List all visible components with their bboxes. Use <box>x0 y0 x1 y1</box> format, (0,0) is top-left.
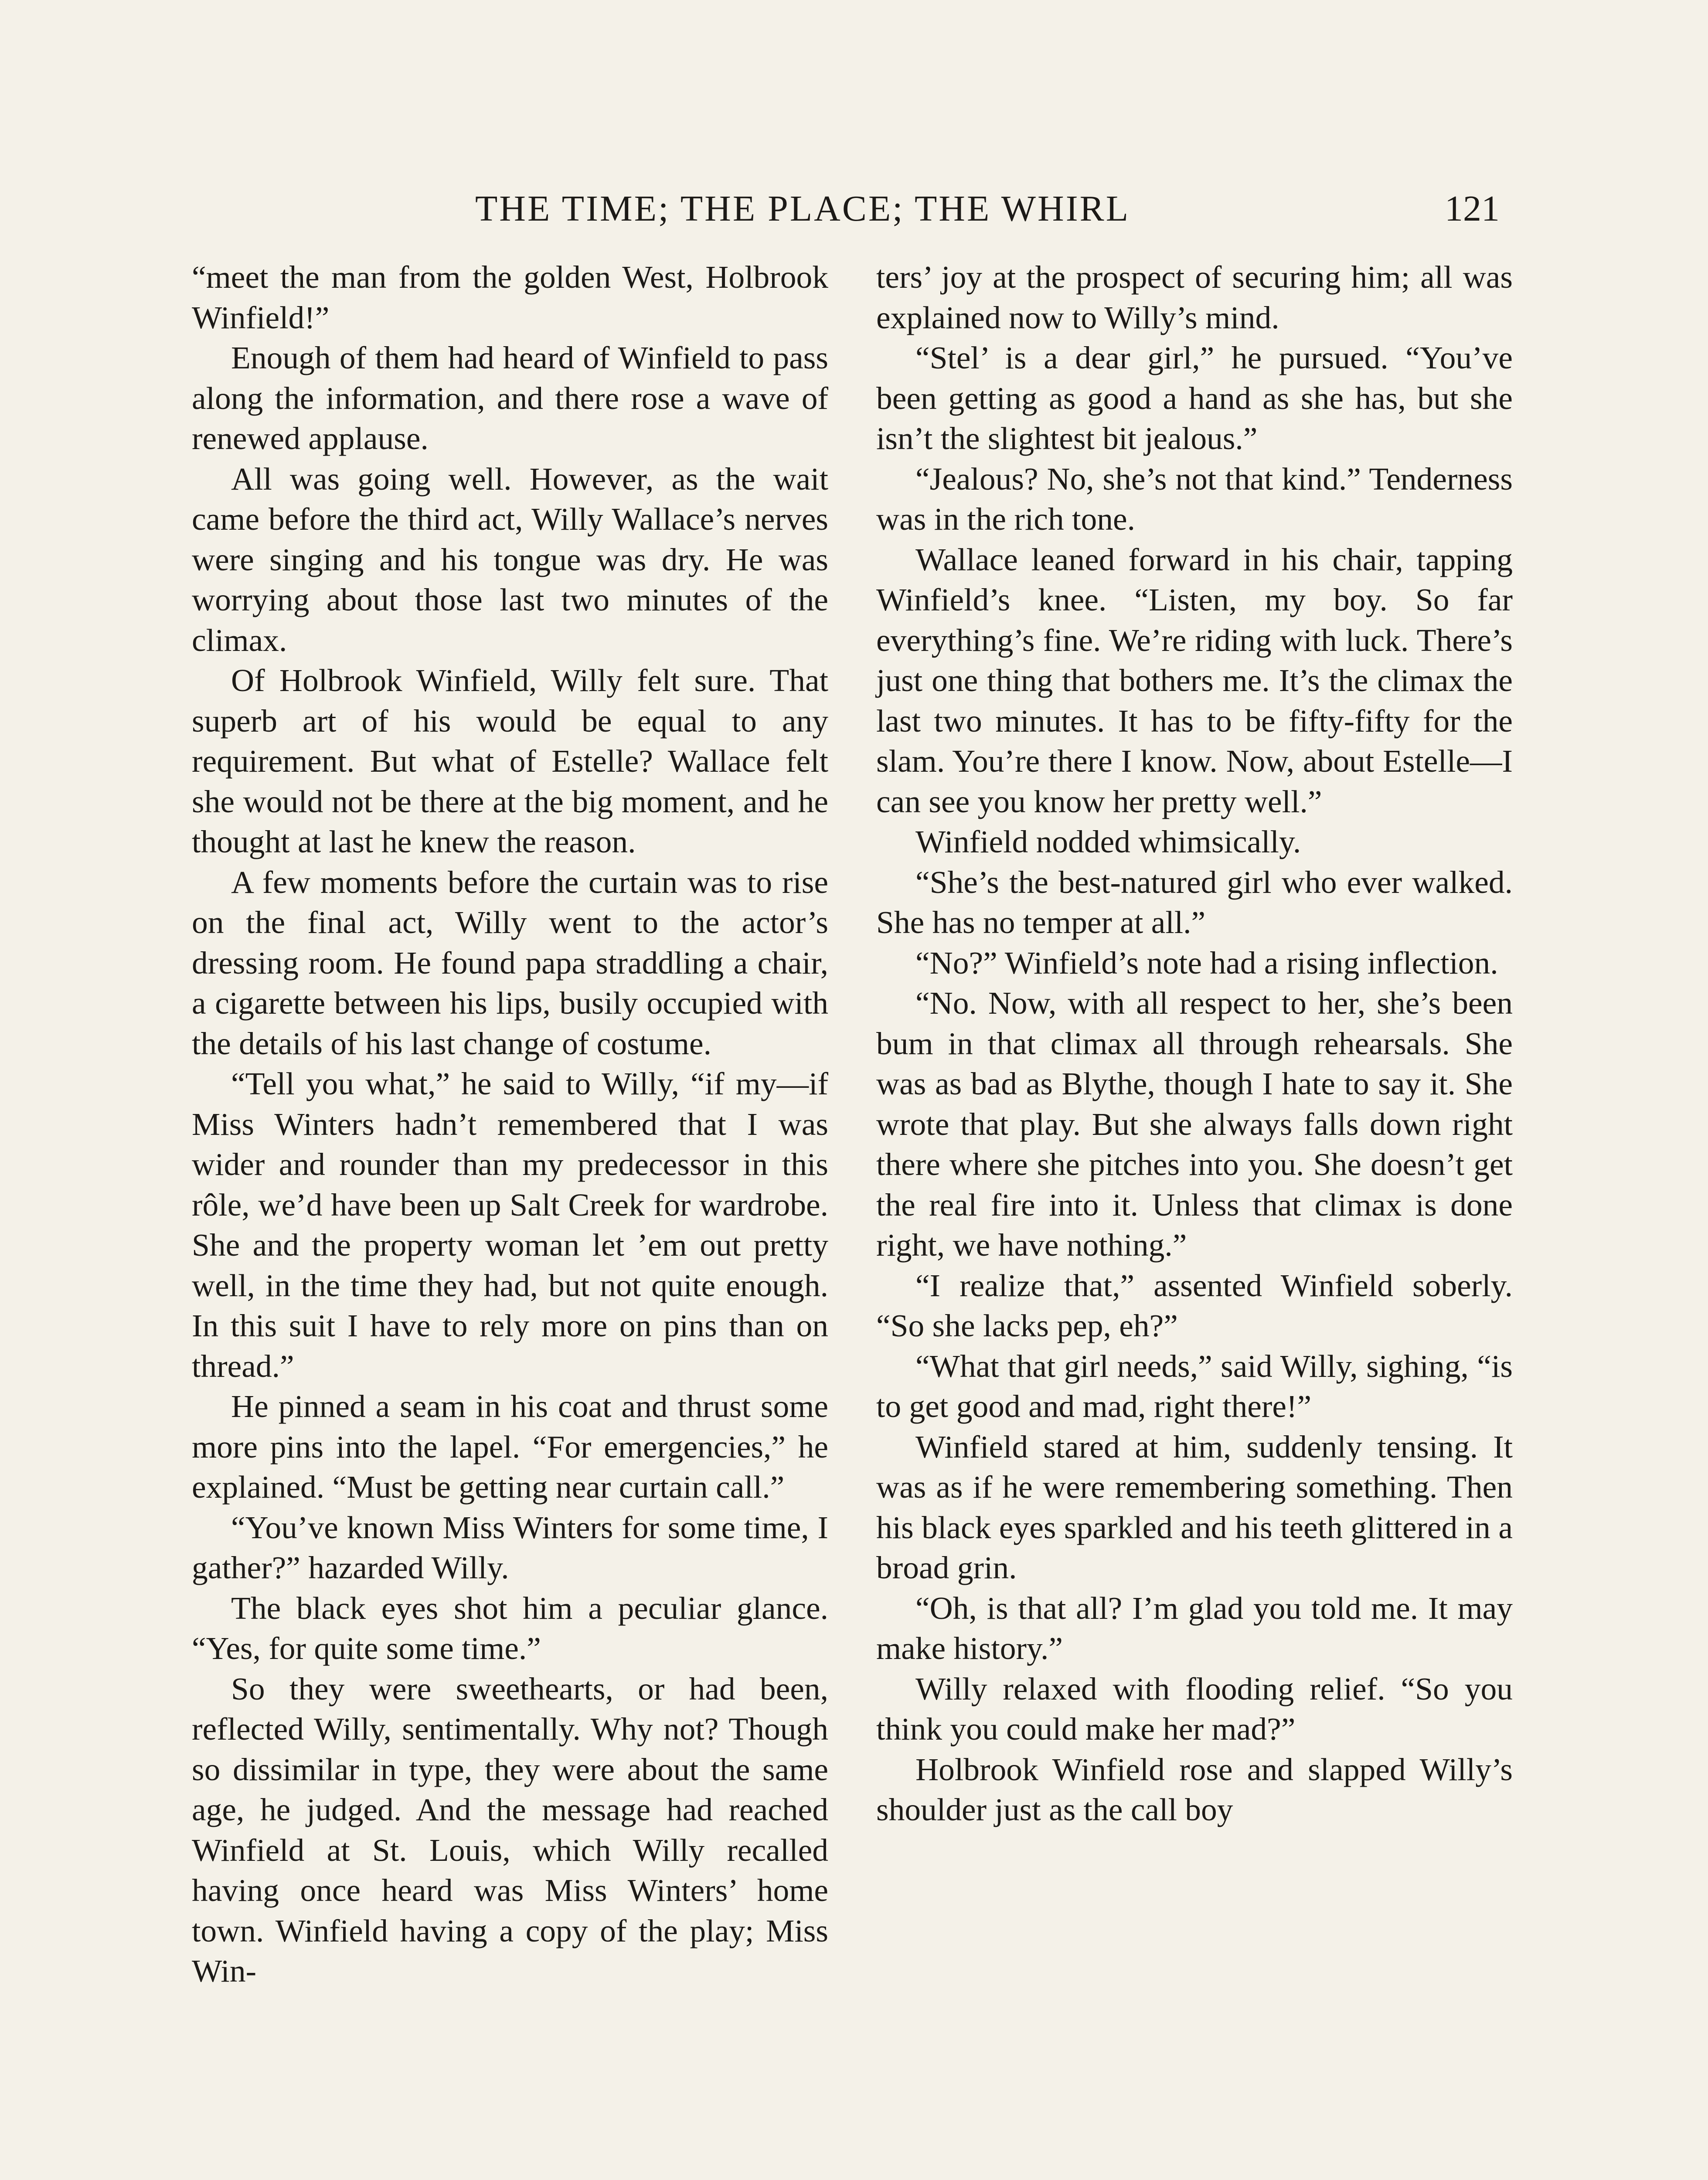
paragraph: The black eyes shot him a peculiar glance. “Yes, for quite some time.” <box>192 1590 828 1666</box>
paragraph: Of Holbrook Winfield, Willy felt sure. That superb art of his would be equal to any requirement. But what of Estelle? Wallace felt she would not be there at the big moment, and he thought at last he knew the reason. <box>192 663 828 859</box>
paragraph: “No. Now, with all respect to her, she’s been bum in that climax all through rehearsals. She was as bad as Blythe, though I hate to say it. She wrote that play. But she always falls down right there where she pitches into you. She doesn’t get the real fire into it. Unless that climax is done right, we have nothing.” <box>876 985 1513 1263</box>
right-column <box>876 257 1513 1830</box>
paragraph: “No?” Winfield’s note had a rising inflection. <box>915 945 1498 981</box>
page-number: 121 <box>1445 188 1500 229</box>
paragraph: Holbrook Winfield rose and slapped Willy’s shoulder just as the call boy <box>876 1751 1513 1827</box>
paragraph: Winfield nodded whimsically. <box>915 824 1301 859</box>
paragraph: “Oh, is that all? I’m glad you told me. It may make history.” <box>876 1590 1513 1666</box>
paragraph: “I realize that,” assented Winfield soberly. “So she lacks pep, eh?” <box>876 1267 1513 1343</box>
paragraph: He pinned a seam in his coat and thrust some more pins into the lapel. “For emergencies,” he explained. “Must be getting near curtain call.” <box>192 1389 828 1505</box>
left-column <box>192 257 828 1992</box>
paragraph: Wallace leaned forward in his chair, tapping Winfield’s knee. “Listen, my boy. So far everything’s fine. We’re riding with luck. There’s just one thing that bothers me. It’s the climax the last two minutes. It has to be fifty-fifty for the slam. You’re there I know. Now, about Estelle—I can see you know her pretty well.” <box>876 542 1513 819</box>
paragraph: So they were sweethearts, or had been, reflected Willy, sentimentally. Why not? Though so dissimilar in type, they were about the same age, he judged. And the message had reached Winfield at St. Louis, which Willy recalled having once heard was Miss Winters’ home town. Winfield having a copy of the play; Miss Win- <box>192 1671 828 1989</box>
paragraph: “meet the man from the golden West, Holbrook Winfield!” <box>192 259 828 335</box>
paragraph: Enough of them had heard of Winfield to pass along the information, and there rose a wave of renewed applause. <box>192 340 828 456</box>
paragraph: Winfield stared at him, suddenly tensing. It was as if he were remembering something. Then his black eyes sparkled and his teeth glittered in a broad grin. <box>876 1429 1513 1585</box>
paragraph: “She’s the best-natured girl who ever walked. She has no temper at all.” <box>876 864 1513 940</box>
running-head: THE TIME; THE PLACE; THE WHIRL <box>475 188 1130 229</box>
paragraph: “Jealous? No, she’s not that kind.” Tenderness was in the rich tone. <box>876 461 1513 537</box>
paragraph: Willy relaxed with flooding relief. “So you think you could make her mad?” <box>876 1671 1513 1747</box>
paragraph: “What that girl needs,” said Willy, sighing, “is to get good and mad, right there!” <box>876 1348 1513 1424</box>
paragraph: “You’ve known Miss Winters for some time, I gather?” hazarded Willy. <box>192 1509 828 1585</box>
paragraph: “Stel’ is a dear girl,” he pursued. “You’ve been getting as good a hand as she has, but she isn’t the slightest bit jealous.” <box>876 340 1513 456</box>
paragraph: A few moments before the curtain was to rise on the final act, Willy went to the actor’s dressing room. He found papa straddling a chair, a cigarette between his lips, busily occupied with the details of his last change of costume. <box>192 864 828 1061</box>
paragraph: ters’ joy at the prospect of securing him; all was explained now to Willy’s mind. <box>876 259 1513 335</box>
page-header <box>192 187 1500 235</box>
paragraph: “Tell you what,” he said to Willy, “if my—if Miss Winters hadn’t remembered that I was wider and rounder than my predecessor in this rôle, we’d have been up Salt Creek for wardrobe. She and the property woman let ’em out pretty well, in the time they had, but not quite enough. In this suit I have to rely more on pins than on thread.” <box>192 1066 828 1384</box>
paragraph: All was going well. However, as the wait came before the third act, Willy Wallace’s nerves were singing and his tongue was dry. He was worrying about those last two minutes of the climax. <box>192 461 828 658</box>
